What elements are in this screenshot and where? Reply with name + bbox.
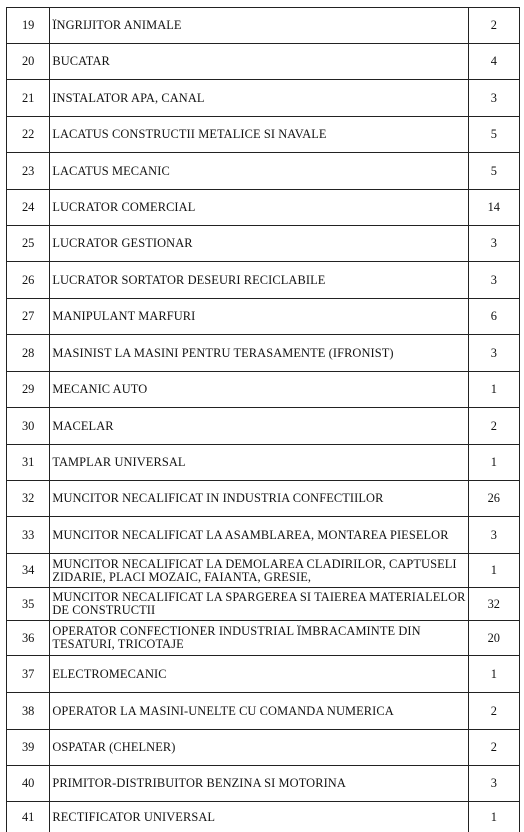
- table-row: [7, 80, 520, 117]
- occupation-name: LUCRATOR COMERCIAL: [50, 190, 468, 226]
- occupation-name: MACELAR: [50, 408, 468, 445]
- vacancy-count: 3: [468, 80, 519, 117]
- occupation-name: MUNCITOR NECALIFICAT LA DEMOLAREA CLADIRILOR, CAPTUSELI ZIDARIE, PLACI MOZAIC, FAIANTA, GRESIE,: [50, 554, 468, 588]
- vacancy-count: 1: [468, 656, 519, 693]
- table-row: [7, 299, 520, 335]
- table-row: [7, 656, 520, 693]
- table-row: [7, 8, 520, 44]
- occupation-name: ELECTROMECANIC: [50, 656, 468, 693]
- vacancy-count: 1: [468, 445, 519, 481]
- vacancy-count: 3: [468, 335, 519, 372]
- vacancy-count: 1: [468, 372, 519, 408]
- table-row: [7, 730, 520, 766]
- vacancy-count: 2: [468, 408, 519, 445]
- vacancy-count: 2: [468, 693, 519, 730]
- occupation-name: MECANIC AUTO: [50, 372, 468, 408]
- table-row: [7, 621, 520, 656]
- table-row: [7, 372, 520, 408]
- row-number: 33: [7, 517, 50, 554]
- occupation-name: LUCRATOR GESTIONAR: [50, 226, 468, 262]
- vacancy-count: 1: [468, 802, 519, 832]
- table-body: [7, 8, 520, 832]
- occupation-name: OSPATAR (CHELNER): [50, 730, 468, 766]
- vacancy-count: 1: [468, 554, 519, 588]
- vacancy-count: 3: [468, 766, 519, 802]
- vacancy-count: 3: [468, 517, 519, 554]
- occupation-name: MUNCITOR NECALIFICAT LA SPARGEREA SI TAIEREA MATERIALELOR DE CONSTRUCTII: [50, 588, 468, 621]
- table-row: [7, 554, 520, 588]
- vacancy-count: 6: [468, 299, 519, 335]
- occupation-name: PRIMITOR-DISTRIBUITOR BENZINA SI MOTORINA: [50, 766, 468, 802]
- vacancy-count: 2: [468, 8, 519, 44]
- occupation-name: MUNCITOR NECALIFICAT LA ASAMBLAREA, MONTAREA PIESELOR: [50, 517, 468, 554]
- vacancy-count: 5: [468, 117, 519, 153]
- row-number: 28: [7, 335, 50, 372]
- table-row: [7, 117, 520, 153]
- table-row: [7, 445, 520, 481]
- table-row: [7, 517, 520, 554]
- occupation-name: MUNCITOR NECALIFICAT IN INDUSTRIA CONFECTIILOR: [50, 481, 468, 517]
- job-vacancies-table: [6, 7, 520, 832]
- vacancy-count: 3: [468, 226, 519, 262]
- vacancy-count: 20: [468, 621, 519, 656]
- row-number: 26: [7, 262, 50, 299]
- vacancy-count: 26: [468, 481, 519, 517]
- table-row: [7, 44, 520, 80]
- occupation-name: RECTIFICATOR UNIVERSAL: [50, 802, 468, 832]
- vacancy-count: 2: [468, 730, 519, 766]
- row-number: 31: [7, 445, 50, 481]
- occupation-name: TAMPLAR UNIVERSAL: [50, 445, 468, 481]
- row-number: 22: [7, 117, 50, 153]
- table-row: [7, 766, 520, 802]
- occupation-name: INSTALATOR APA, CANAL: [50, 80, 468, 117]
- vacancy-count: 3: [468, 262, 519, 299]
- table-row: [7, 262, 520, 299]
- occupation-name: OPERATOR LA MASINI-UNELTE CU COMANDA NUMERICA: [50, 693, 468, 730]
- occupation-name: ÎNGRIJITOR ANIMALE: [50, 8, 468, 44]
- table-row: [7, 190, 520, 226]
- row-number: 20: [7, 44, 50, 80]
- row-number: 40: [7, 766, 50, 802]
- row-number: 41: [7, 802, 50, 832]
- vacancy-count: 4: [468, 44, 519, 80]
- row-number: 25: [7, 226, 50, 262]
- row-number: 23: [7, 153, 50, 190]
- occupation-name: MASINIST LA MASINI PENTRU TERASAMENTE (IFRONIST): [50, 335, 468, 372]
- row-number: 32: [7, 481, 50, 517]
- row-number: 36: [7, 621, 50, 656]
- occupation-name: LUCRATOR SORTATOR DESEURI RECICLABILE: [50, 262, 468, 299]
- occupation-name: LACATUS MECANIC: [50, 153, 468, 190]
- row-number: 35: [7, 588, 50, 621]
- table-row: [7, 408, 520, 445]
- row-number: 38: [7, 693, 50, 730]
- table-row: [7, 693, 520, 730]
- row-number: 29: [7, 372, 50, 408]
- table-row: [7, 226, 520, 262]
- table-row: [7, 588, 520, 621]
- row-number: 19: [7, 8, 50, 44]
- vacancy-count: 5: [468, 153, 519, 190]
- vacancy-count: 32: [468, 588, 519, 621]
- table-row: [7, 481, 520, 517]
- occupation-name: BUCATAR: [50, 44, 468, 80]
- table-row: [7, 335, 520, 372]
- occupation-name: OPERATOR CONFECTIONER INDUSTRIAL ÎMBRACAMINTE DIN TESATURI, TRICOTAJE: [50, 621, 468, 656]
- row-number: 21: [7, 80, 50, 117]
- row-number: 27: [7, 299, 50, 335]
- row-number: 30: [7, 408, 50, 445]
- row-number: 24: [7, 190, 50, 226]
- occupation-name: MANIPULANT MARFURI: [50, 299, 468, 335]
- row-number: 34: [7, 554, 50, 588]
- row-number: 37: [7, 656, 50, 693]
- table-row: [7, 153, 520, 190]
- vacancy-count: 14: [468, 190, 519, 226]
- row-number: 39: [7, 730, 50, 766]
- table-row: [7, 802, 520, 832]
- occupation-name: LACATUS CONSTRUCTII METALICE SI NAVALE: [50, 117, 468, 153]
